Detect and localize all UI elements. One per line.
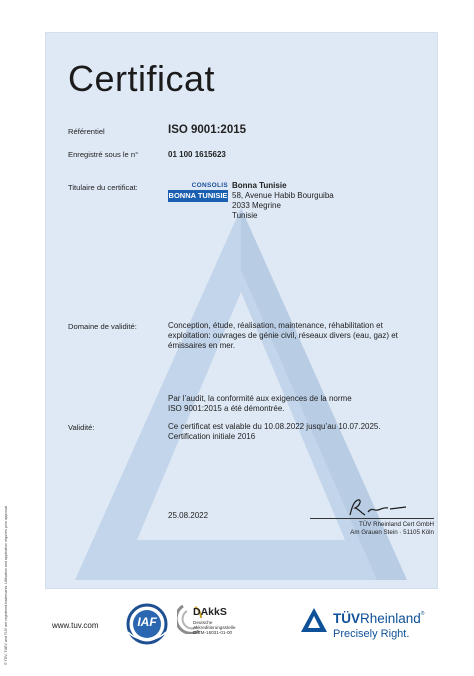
certificate-title: Certificat <box>68 58 216 99</box>
registration-label: Enregistré sous le n° <box>68 150 139 159</box>
validity-line: Ce certificat est valable du 10.08.2022 jusqu’au 10.07.2025. <box>168 422 381 431</box>
scope-line: émissaires en mer. <box>168 341 236 350</box>
logo-bottom-text: BONNA TUNISIE <box>168 191 228 200</box>
scope-line: Conception, étude, réalisation, maintenance, réhabilitation et <box>168 321 383 330</box>
scope-line: exploitation: ouvrages de génie civil, réseaux divers (eau, gaz) et <box>168 331 398 340</box>
audit-text <box>168 394 352 414</box>
consolis-logo <box>168 183 228 203</box>
dakks-text <box>193 620 235 636</box>
scope-text <box>168 321 398 351</box>
website-link[interactable]: www.tuv.com <box>52 621 99 630</box>
tuv-brand <box>333 611 424 626</box>
signature-icon <box>344 497 414 519</box>
signature-line <box>310 518 434 519</box>
standard-label: Référentiel <box>68 127 105 136</box>
issuer-block <box>310 521 434 537</box>
issuer-address: Am Grauen Stein · 51105 Köln <box>350 529 434 536</box>
issuer-name: TÜV Rheinland Cert GmbH <box>359 521 434 528</box>
tuv-brand-bold: TÜV <box>333 611 360 626</box>
issue-date: 25.08.2022 <box>168 511 209 520</box>
holder-address-line: 2033 Megrine <box>232 201 281 210</box>
scope-label: Domaine de validité: <box>68 322 137 331</box>
dakks-name: DAkkS <box>193 606 227 618</box>
standard-value: ISO 9001:2015 <box>168 124 247 136</box>
dakks-line: Akkreditierungsstelle <box>193 625 236 631</box>
holder-label: Titulaire du certificat: <box>68 183 138 192</box>
logo-top-text: CONSOLIS <box>191 182 228 189</box>
validity-line: Certification initiale 2016 <box>168 432 256 441</box>
tuv-tagline: Precisely Right. <box>333 628 410 640</box>
registered-mark: ® <box>420 611 425 617</box>
signature-block <box>310 497 435 545</box>
registration-value: 01 100 1615623 <box>168 150 226 159</box>
holder-address-block <box>232 181 334 221</box>
iaf-label: IAF <box>137 615 157 629</box>
holder-name: Bonna Tunisie <box>232 181 287 190</box>
tuv-triangle-logo-icon <box>300 607 328 633</box>
dakks-code: D-ZM-16031-01-00 <box>193 630 233 636</box>
holder-address-line: Tunisie <box>232 211 258 220</box>
holder-address-line: 58, Avenue Habib Bourguiba <box>232 191 334 200</box>
dakks-line: Deutsche <box>193 620 213 625</box>
trademark-notice: ® TÜV, TUEV and TUV are registered trademarks. Utilisation and application requires prior approval. <box>4 505 8 665</box>
tuv-brand-rest: Rheinland <box>360 611 421 626</box>
validity-label: Validité: <box>68 423 95 432</box>
audit-line: ISO 9001:2015 a été démontrée. <box>168 404 285 413</box>
audit-line: Par l’audit, la conformité aux exigences de la norme <box>168 394 352 403</box>
validity-text <box>168 422 381 442</box>
